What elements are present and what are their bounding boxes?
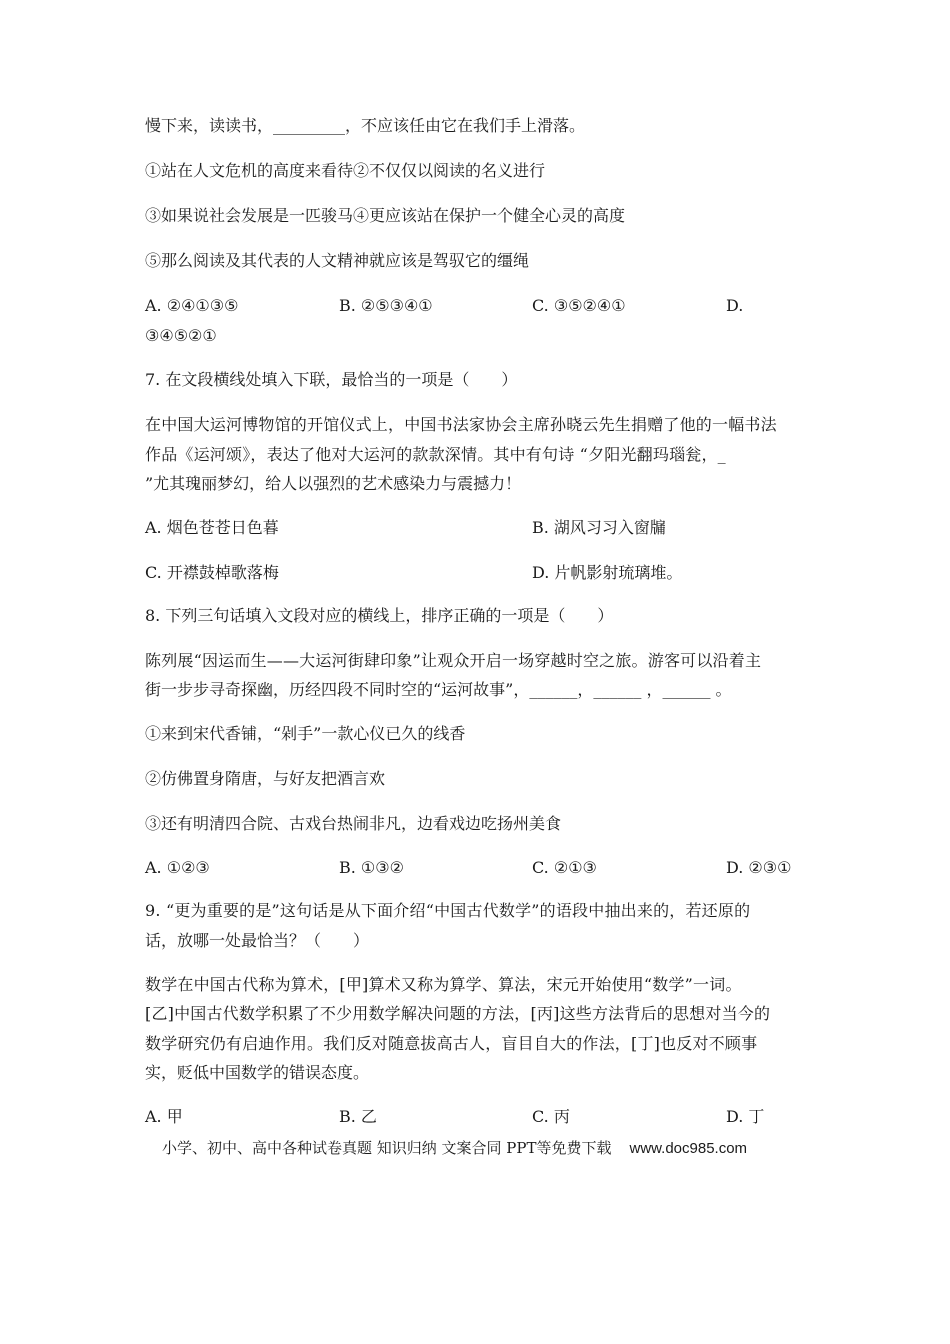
q6-option-d: D.	[726, 296, 744, 315]
q9-stem-line-1: 9. “更为重要的是”这句话是从下面介绍“中国古代数学”的语段中抽出来的，若还原的	[145, 901, 751, 920]
q6-option-b: B. ②⑤③④①	[339, 296, 433, 315]
q6-option-d-value: ③④⑤②①	[145, 326, 217, 345]
q6-item-line-1: ①站在人文危机的高度来看待②不仅仅以阅读的名义进行	[145, 161, 546, 180]
q9-option-b: B. 乙	[339, 1107, 377, 1126]
q7-passage-line-2: 作品《运河颂》，表达了他对大运河的款款深情。其中有句诗 “夕阳光翻玛瑙瓮，_	[145, 445, 726, 464]
footer-site-link[interactable]: www.doc985.com	[629, 1140, 748, 1157]
q8-stem: 8. 下列三句话填入文段对应的横线上，排序正确的一项是（ ）	[145, 606, 614, 625]
q7-option-a: A. 烟色苍苍日色暮	[145, 518, 279, 537]
q9-option-d: D. 丁	[726, 1107, 765, 1126]
q6-option-a: A. ②④①③⑤	[145, 296, 239, 315]
q9-passage-line-4: 实，贬低中国数学的错误态度。	[145, 1063, 370, 1082]
q8-item-1: ①来到宋代香铺，“剁手”一款心仪已久的线香	[145, 724, 466, 743]
q8-item-2: ②仿佛置身隋唐，与好友把酒言欢	[145, 769, 386, 788]
page-footer	[162, 1137, 747, 1160]
q7-passage-line-1: 在中国大运河博物馆的开馆仪式上，中国书法家协会主席孙晓云先生捐赠了他的一幅书法	[145, 415, 777, 434]
q7-option-c: C. 开襟鼓棹歌落梅	[145, 563, 279, 582]
q6-item-line-2: ③如果说社会发展是一匹骏马④更应该站在保护一个健全心灵的高度	[145, 206, 626, 225]
q9-passage-line-3: 数学研究仍有启迪作用。我们反对随意拔高古人，盲目自大的作法，[丁]也反对不顾事	[145, 1034, 758, 1053]
q7-passage-line-3: ”尤其瑰丽梦幻，给人以强烈的艺术感染力与震撼力！	[145, 474, 522, 493]
q8-option-d: D. ②③①	[726, 858, 792, 877]
q8-passage-line-1: 陈列展“因运而生——大运河街肆印象”让观众开启一场穿越时空之旅。游客可以沿着主	[145, 651, 762, 670]
q7-option-d: D. 片帆影射琉璃堆。	[532, 563, 683, 582]
q6-item-line-3: ⑤那么阅读及其代表的人文精神就应该是驾驭它的缰绳	[145, 251, 530, 270]
q6-stem: 慢下来，读读书，_________，不应该任由它在我们手上滑落。	[145, 116, 586, 135]
q7-stem: 7. 在文段横线处填入下联，最恰当的一项是（ ）	[145, 370, 518, 389]
q9-option-a: A. 甲	[145, 1107, 183, 1126]
q9-passage-line-2: [乙]中国古代数学积累了不少用数学解决问题的方法，[丙]这些方法背后的思想对当今的	[145, 1004, 771, 1023]
q9-option-c: C. 丙	[532, 1107, 570, 1126]
q6-option-c: C. ③⑤②④①	[532, 296, 626, 315]
q9-passage-line-1: 数学在中国古代称为算术，[甲]算术又称为算学、算法，宋元开始使用“数学”一词。	[145, 975, 742, 994]
footer-text: 小学、初中、高中各种试卷真题 知识归纳 文案合同 PPT等免费下载	[162, 1139, 612, 1157]
q8-passage-line-2: 街一步步寻奇探幽，历经四段不同时空的“运河故事”，______，______ ，______ 。	[145, 680, 732, 699]
q8-option-b: B. ①③②	[339, 858, 404, 877]
q9-stem-line-2: 话，放哪一处最恰当？（ ）	[145, 931, 370, 950]
q8-option-c: C. ②①③	[532, 858, 597, 877]
q8-item-3: ③还有明清四合院、古戏台热闹非凡，边看戏边吃扬州美食	[145, 814, 562, 833]
q8-option-a: A. ①②③	[145, 858, 210, 877]
q7-option-b: B. 湖风习习入窗牖	[532, 518, 666, 537]
